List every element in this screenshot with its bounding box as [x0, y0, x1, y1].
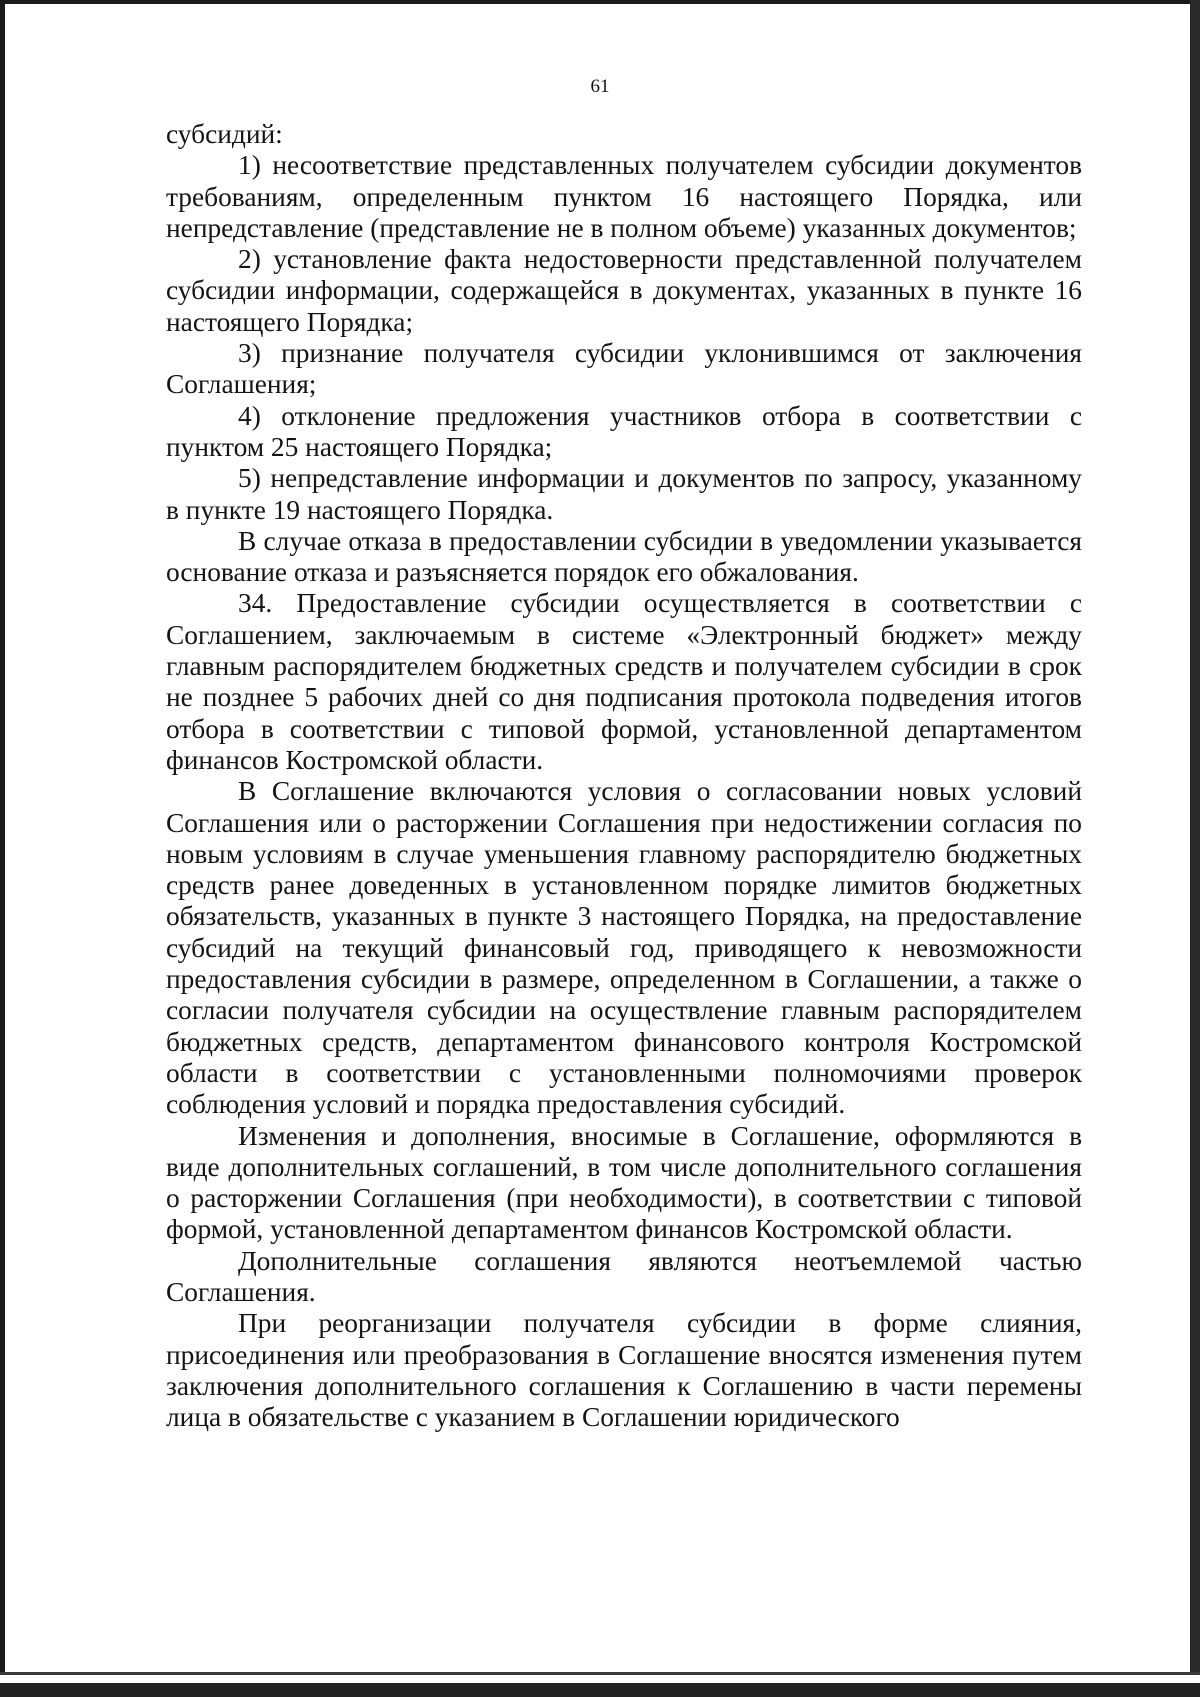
paragraph-additional-agreements: Дополнительные соглашения являются неотъемлемой частью Соглашения.: [166, 1245, 1082, 1307]
paragraph-agreement-conditions: В Соглашение включаются условия о согласовании новых условий Соглашения или о расторжении Соглашения при недостижении согласия по новым условиям в случае уменьшения главному распорядителю бюджетных средств ранее доведенных в установленном порядке лимитов бюджетных обязательств, указанных в пункте 3 настоящего Порядка, на предоставление субсидий на текущий финансовый год, приводящего к невозможности предоставления субсидии в размере, определенном в Соглашении, а также о согласии получателя субсидии на осуществление главным распорядителем бюджетных средств, департаментом финансового контроля Костромской области в соответствии с установленными полномочиями проверок соблюдения условий и порядка предоставления субсидий.: [166, 776, 1082, 1120]
paragraph-item-4: 4) отклонение предложения участников отбора в соответствии с пунктом 25 настоящего Порядка;: [166, 400, 1082, 462]
scan-edge-bottom: [0, 1683, 1200, 1697]
scan-edge-left: [0, 0, 5, 1697]
scan-edge-bottom-gap: [0, 1675, 1200, 1683]
paragraph-item-5: 5) непредставление информации и документов по запросу, указанному в пункте 19 настоящего Порядка.: [166, 463, 1082, 525]
paragraph-clause-34: 34. Предоставление субсидии осуществляется в соответствии с Соглашением, заключаемым в системе «Электронный бюджет» между главным распорядителем бюджетных средств и получателем субсидии в срок не позднее 5 рабочих дней со дня подписания протокола подведения итогов отбора в соответствии с типовой формой, установленной департаментом финансов Костромской области.: [166, 588, 1082, 775]
page-number: 61: [590, 76, 610, 97]
paragraph-item-2: 2) установление факта недостоверности представленной получателем субсидии информации, содержащейся в документах, указанных в пункте 16 настоящего Порядка;: [166, 244, 1082, 337]
scan-edge-right: [1190, 0, 1200, 1697]
paragraph-refusal-notice: В случае отказа в предоставлении субсидии в уведомлении указывается основание отказа и разъясняется порядок его обжалования.: [166, 525, 1082, 588]
paragraph-amendments: Изменения и дополнения, вносимые в Соглашение, оформляются в виде дополнительных соглашений, в том числе дополнительного соглашения о расторжении Соглашения (при необходимости), в соответствии с типовой формой, установленной департаментом финансов Костромской области.: [166, 1120, 1082, 1245]
paragraph-item-1: 1) несоответствие представленных получателем субсидии документов требованиям, определенным пунктом 16 настоящего Порядка, или непредставление (представление не в полном объеме) указанных документов;: [166, 150, 1082, 243]
document-body: [166, 119, 1082, 1433]
scan-edge-top: [0, 0, 1200, 4]
paragraph-reorganization: При реорганизации получателя субсидии в форме слияния, присоединения или преобразования в Соглашение вносятся изменения путем заключения дополнительного соглашения к Соглашению в части перемены лица в обязательстве с указанием в Соглашении юридического: [166, 1308, 1082, 1433]
paragraph-continuation: субсидий:: [166, 119, 283, 149]
paragraph-item-3: 3) признание получателя субсидии уклонившимся от заключения Соглашения;: [166, 338, 1082, 400]
